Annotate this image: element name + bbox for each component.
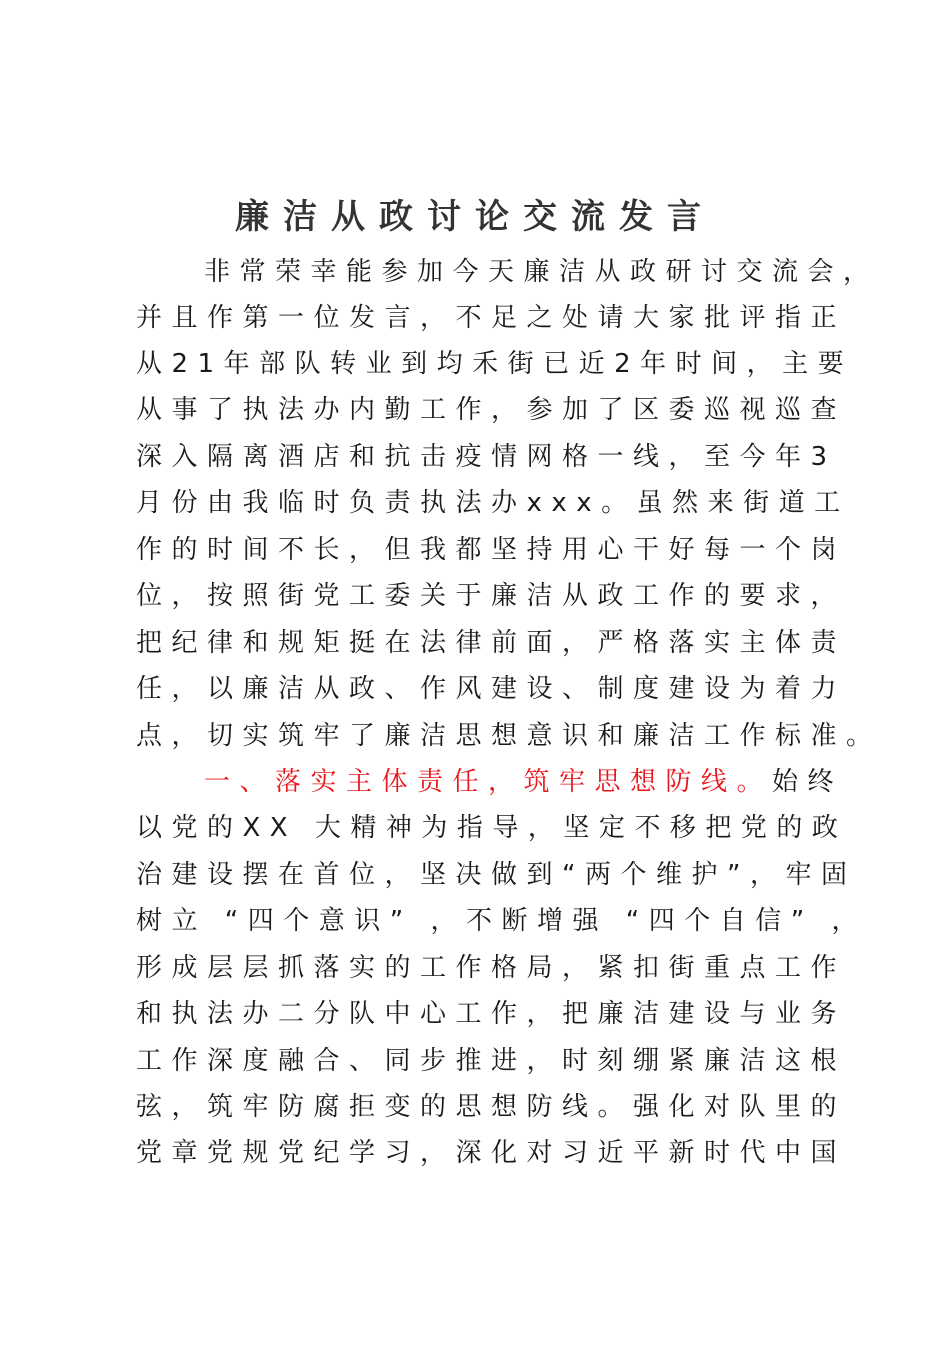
paragraph-line: 点，切实筑牢了廉洁思想意识和廉洁工作标准。 <box>136 721 882 751</box>
paragraph-line: 弦，筑牢防腐拒变的思想防线。强化对队里的 <box>136 1092 847 1122</box>
section-heading-tail: 始终 <box>772 767 844 797</box>
paragraph-line: 把纪律和规矩挺在法律前面，严格落实主体责 <box>136 628 847 658</box>
paragraph-line: 从事了执法办内勤工作，参加了区委巡视巡查 <box>136 395 847 425</box>
paragraph-line: 任，以廉洁从政、作风建设、制度建设为着力 <box>136 674 847 704</box>
paragraph-line: 治建设摆在首位，坚决做到“两个维护”，牢固 <box>136 860 857 890</box>
paragraph-line: 树立 “四个意识” ，不断增强 “四个自信” ， <box>136 906 867 936</box>
paragraph-line: 作的时间不长，但我都坚持用心干好每一个岗 <box>136 535 847 565</box>
paragraph-line: 从21年部队转业到均禾街已近2年时间，主要 <box>136 349 854 379</box>
paragraph-line: 位，按照街党工委关于廉洁从政工作的要求， <box>136 581 847 611</box>
paragraph-line: 并且作第一位发言，不足之处请大家批评指正 <box>136 303 847 333</box>
paragraph-line: 形成层层抓落实的工作格局，紧扣街重点工作 <box>136 953 847 983</box>
section-heading: 一、落实主体责任，筑牢思想防线。 <box>204 767 773 797</box>
paragraph-line: 工作深度融合、同步推进，时刻绷紧廉洁这根 <box>136 1046 847 1076</box>
paragraph-line: 党章党规党纪学习，深化对习近平新时代中国 <box>136 1138 847 1168</box>
paragraph-line: 和执法办二分队中心工作，把廉洁建设与业务 <box>136 999 847 1029</box>
paragraph-line: 深入隔离酒店和抗击疫情网格一线，至今年3 <box>136 442 837 472</box>
section-heading-line <box>204 762 843 802</box>
paragraph-line: 以党的XX 大精神为指导，坚定不移把党的政 <box>136 813 848 843</box>
paragraph-line: 月份由我临时负责执法办xxx。虽然来街道工 <box>136 488 850 518</box>
document-title: 廉洁从政讨论交流发言 <box>235 197 715 237</box>
paragraph-line: 非常荣幸能参加今天廉洁从政研讨交流会， <box>204 257 879 287</box>
